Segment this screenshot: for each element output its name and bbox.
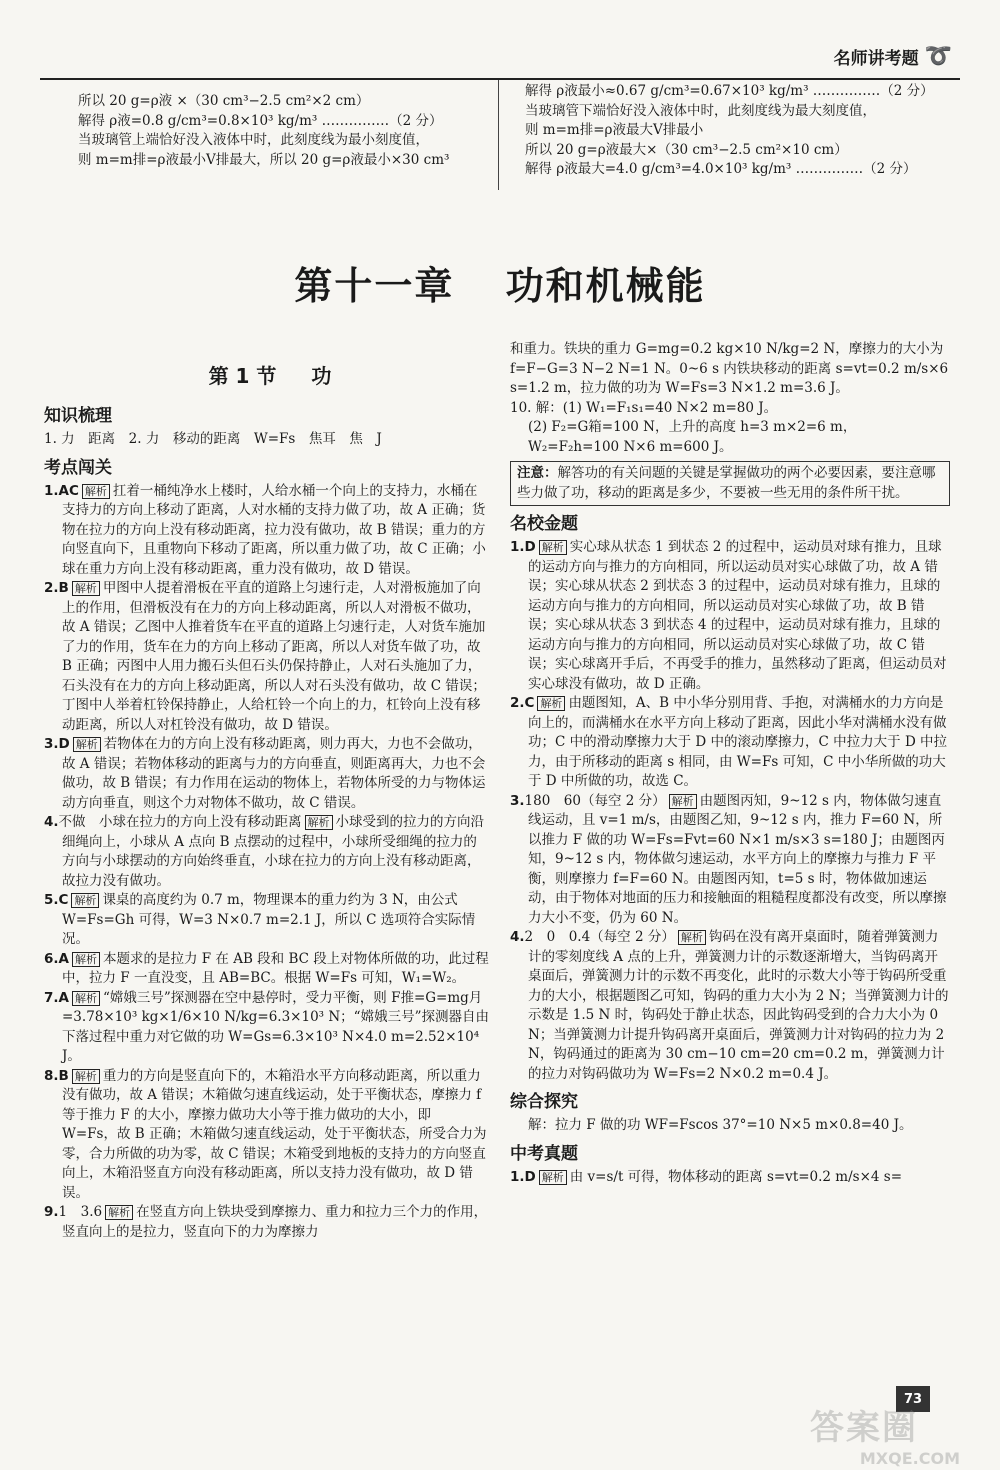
section-name: 功 [311,364,332,388]
top-right-block [525,82,945,180]
heading-zonghe: 综合探究 [510,1092,578,1112]
swirl-logo-icon: ➰ [924,44,952,69]
page-header [834,44,952,69]
analysis-tag: 解析 [305,815,333,830]
note-text: 解答功的有关问题的关键是掌握做功的两个必要因素，要注意哪些力做了功，移动的距离是多少，不要被一些无用的条件所干扰。 [517,465,936,501]
analysis-tag: 解析 [539,1170,567,1185]
column-divider [498,80,499,190]
analysis-tag: 解析 [105,1205,133,1220]
text-line: 当玻璃管上端恰好没入液体中时，此刻度线为最小刻度值， [78,132,429,148]
answer-number: 4. [44,814,59,830]
analysis-tag: 解析 [82,484,110,499]
heading-knowledge: 知识梳理 [44,406,112,426]
q10-line: 10. 解：(1) W₁=F₁s₁=40 N×2 m=80 J。 [510,399,778,416]
answer-number: 5.C [44,892,69,908]
answer-item [44,813,490,891]
analysis-tag: 解析 [72,991,100,1006]
answer-item [44,1203,490,1242]
answer-item [510,928,950,1084]
answer-text: 课桌的高度约为 0.7 m，物理课本的重力约为 3 N，由公式 W=Fs=Gh 可得，W=3 N×0.7 m=2.1 J，所以 C 选项符合实际情况。 [62,892,476,947]
answer-item [510,538,950,694]
note-label: 注意： [517,465,558,481]
answer-number: 9. [44,1204,59,1220]
watermark [810,1400,960,1468]
heading-zhongkao: 中考真题 [510,1143,578,1164]
answer-text: 扛着一桶纯净水上楼时，人给水桶一个向上的支持力，水桶在支持力的方向上移动了距离，人对水桶的支持力做了功，故 A 正确；货物在拉力的方向上没有移动距离，拉力没有做功，故 B 错误；重力的方向竖直向下，且重物向下移动了距离，所以重力做了功，故 C 正确；小球在重力方向上没有移动距离，重力没有做功，故 D 错误。 [62,482,486,577]
note-box [510,461,950,506]
answer-text: 若物体在力的方向上没有移动距离，则力再大，力也不会做功，故 A 错误；若物体移动的距离与力的方向垂直，则距离再大，力也不会做功，故 B 错误；有力作用在运动的物体上，若物体所受的力与物体运动方向垂直，则这个力对物体不做功，故 C 错误。 [62,736,486,811]
heading-kaodian: 考点闯关 [44,457,112,478]
heading-mingxiao: 名校金题 [510,514,578,534]
answer-text: 由题图丙知，9~12 s 内，物体做匀速直线运动，且 v=1 m/s，由题图乙知，9~12 s 内，推力 F=60 N，所以推力 F 做的功 W=Fs=Fvt=60 N×1 m/s×3 s=180 J；由题图丙知，9~12 s 内，物体做匀速运动，水平方向上的摩擦力与推力 F 平衡，则摩擦力 f=F=60 N。由题图丙知，t=5 s 时，物体做加速运动，由于物体对地面的压力和接触面的粗糙程度都没有改变，所以摩擦力大小不变，仍为 60 N。 [528,792,947,926]
chapter-name: 功和机械能 [505,264,706,308]
answer-item [44,482,490,580]
answer-item [44,735,490,813]
analysis-tag: 解析 [71,893,99,908]
answer-key: 2 0 0.4（每空 2 分） [524,929,675,945]
answer-text: 甲图中人提着滑板在平直的道路上匀速行走，人对滑板施加了向上的作用，但滑板没有在力的方向上移动距离，所以人对滑板不做功，故 A 错误；乙图中人推着货车在平直的道路上匀速行走，人对货车施加了力的作用，货车在力的方向上移动了距离，所以人对货车做了功，故 B 正确；丙图中人用力搬石头但石头仍保持静止，人对石头施加了力，石头没有在力的方向上移动距离，所以人对石头没有做功，故 C 错误；丁图中人举着杠铃保持静止，人给杠铃一个向上的力，杠铃向上没有移动距离，所以人对杠铃没有做功，故 D 错误。 [62,580,486,733]
q10-line: (2) F₂=G箱=100 N，上升的高度 h=3 m×2=6 m， [528,419,857,435]
answer-text: 实心球从状态 1 到状态 2 的过程中，运动员对球有推力，且球的运动方向与推力的方向相同，所以运动员对实心球做了功，故 A 错误；实心球从状态 2 到状态 3 的过程中，运动员对球有推力，且球的运动方向与推力的方向相同，所以运动员对实心球做了功，故 B 错误；实心球从状态 3 到状态 4 的过程中，运动员对球有推力，且球的运动方向与推力的方向相同，所以运动员对实心球做了功，故 C 错误；实心球离开手后，不再受手的推力，虽然移动了距离，但运动员对实心球没有做功，故 D 正确。 [528,539,947,692]
text-line: 所以 20 g=ρ液 ×（30 cm³−2.5 cm²×2 cm） [78,93,370,109]
right-column [510,340,950,1187]
continued-text: 和重力。铁块的重力 G=mg=0.2 kg×10 N/kg=2 N，摩擦力的大小为 f=F−G=3 N−2 N=1 N。0~6 s 内铁块移动的距离 s=vt=0.2 m/s×6 s=1.2 m，拉力做的功为 W=Fs=3 N×1.2 m=3.6 J。 [510,341,949,396]
answer-text: 由 v=s/t 可得，物体移动的距离 s=vt=0.2 m/s×4 s= [569,1168,903,1185]
text-line: 解得 ρ液=0.8 g/cm³=0.8×10³ kg/m³ ……………（2 分） [78,112,443,129]
answer-item [44,891,490,950]
analysis-tag: 解析 [678,930,706,945]
page-number: 73 [896,1386,930,1412]
answer-item [44,989,490,1067]
top-left-block [78,92,490,170]
q10-line: W₂=F₂h=100 N×6 m=600 J。 [528,438,733,455]
answer-number: 2.C [510,695,535,711]
text-line: 解得 ρ液最小≈0.67 g/cm³=0.67×10³ kg/m³ ……………（2 分） [525,83,934,99]
section-number: 第 1 节 [208,364,277,388]
answer-text: 本题求的是拉力 F 在 AB 段和 BC 段上对物体所做的功，此过程中，拉力 F 一直没变，且 AB=BC。根据 W=Fs 可知，W₁=W₂。 [62,950,489,986]
text-line: 则 m=m排=ρ液最小V排最大，所以 20 g=ρ液最小×30 cm³ [78,151,450,168]
answer-text: 由题图知，A、B 中小华分别用背、手抱，对满桶水的力方向是向上的，而满桶水在水平方向上移动了距离，因此小华对满桶水没有做功；C 中的滑动摩擦力大于 D 中的滚动摩擦力，C 中拉力大于 D 中拉力，由于所移动的距离 s 相同，由 W=Fs 可知，C 中小华所做的功大于 D 中所做的功，故选 C。 [528,695,948,789]
header-title: 名师讲考题 [833,49,919,69]
text-line: 解得 ρ液最大=4.0 g/cm³=4.0×10³ kg/m³ ……………（2 分） [525,161,917,177]
answer-number: 6.A [44,950,69,967]
analysis-tag: 解析 [72,581,100,596]
analysis-tag: 解析 [539,540,567,555]
answer-item [510,1168,950,1188]
text-line: 当玻璃管下端恰好没入液体中时，此刻度线为最大刻度值， [525,102,876,119]
answer-number: 7.A [44,989,69,1006]
answer-number: 1.D [510,539,536,555]
answer-item [44,1067,490,1204]
answer-number: 3. [510,792,525,809]
answer-text: “嫦娥三号”探测器在空中悬停时，受力平衡，则 F推=G=mg月=3.78×10³ kg×1/6×10 N/kg=6.3×10³ N；“嫦娥三号”探测器自由下落过程中重力对它做的功 W=Gs=6.3×10³ N×4.0 m=2.52×10⁴ J。 [62,989,489,1064]
analysis-tag: 解析 [73,737,101,752]
answer-text: 小球受到的拉力的方向沿细绳向上，小球从 A 点向 B 点摆动的过程中，小球所受细绳的拉力的方向与小球摆动的方向始终垂直，小球在拉力的方向上没有移动距离，故拉力没有做功。 [62,814,485,889]
answer-number: 1.D [510,1168,536,1185]
analysis-tag: 解析 [669,794,697,809]
answer-key: 1 3.6 [58,1204,103,1220]
knowledge-text: 1. 力 距离 2. 力 移动的距离 W=Fs 焦耳 焦 J [44,431,382,447]
chapter-title [0,255,1000,310]
analysis-tag: 解析 [537,696,565,711]
answer-item [510,694,950,792]
zonghe-text: 解：拉力 F 做的功 WF=Fscos 37°=10 N×5 m×0.8=40 J。 [528,1117,913,1133]
answer-key: 不做 小球在拉力的方向上没有移动距离 [58,814,302,830]
section-title [40,360,500,389]
left-column [44,398,490,1242]
chapter-number: 第十一章 [294,264,455,308]
text-line: 则 m=m排=ρ液最大V排最小 [525,122,704,138]
answer-number: 3.D [44,736,70,752]
watermark-url: MXQE.COM [859,1449,960,1468]
text-line: 所以 20 g=ρ液最大×（30 cm³−2.5 cm²×10 cm） [525,141,848,158]
answer-text: 钩码在没有离开桌面时，随着弹簧测力计的零刻度线 A 点的上升，弹簧测力计的示数逐渐增大，当钩码离开桌面后，弹簧测力计的示数不再变化，此时的示数大小等于钩码所受重力的大小，根据题图乙可知，钩码的重力大小为 2 N；当弹簧测力计的示数是 1.5 N 时，钩码处于静止状态，因此钩码受到的合力大小为 0 N；当弹簧测力计提升钩码离开桌面后，弹簧测力计对钩码的拉力为 2 N，钩码通过的距离为 30 cm−10 cm=20 cm=0.2 m，弹簧测力计的拉力对钩码做功为 W=Fs=2 N×0.2 m=0.4 J。 [528,929,949,1082]
answer-item [44,579,490,735]
answer-number: 4. [510,929,525,945]
answer-item [44,950,490,989]
answer-number: 1.AC [44,482,79,499]
analysis-tag: 解析 [72,952,100,967]
answer-number: 2.B [44,580,69,596]
watermark-text: 答案圈 [810,1408,918,1448]
answer-number: 8.B [44,1067,69,1084]
header-rule [40,78,960,80]
answer-key: 180 60（每空 2 分） [524,792,666,809]
analysis-tag: 解析 [72,1069,100,1084]
answer-item [510,792,950,929]
answer-text: 重力的方向是竖直向下的，木箱沿水平方向移动距离，所以重力没有做功，故 A 错误；木箱做匀速直线运动，处于平衡状态，摩擦力 f 等于推力 F 的大小，摩擦力做功大小等于推力做功的大小，即 W=Fs，故 B 正确；木箱做匀速直线运动，处于平衡状态，所受合力为零，合力所做的功为零，故 C 错误；木箱受到地板的支持力的方向竖直向上，木箱沿竖直方向没有移动距离，所以支持力没有做功，故 D 错误。 [62,1067,487,1201]
answer-text: 在竖直方向上铁块受到摩擦力、重力和拉力三个力的作用，竖直向上的是拉力，竖直向下的力为摩擦力 [62,1204,488,1240]
